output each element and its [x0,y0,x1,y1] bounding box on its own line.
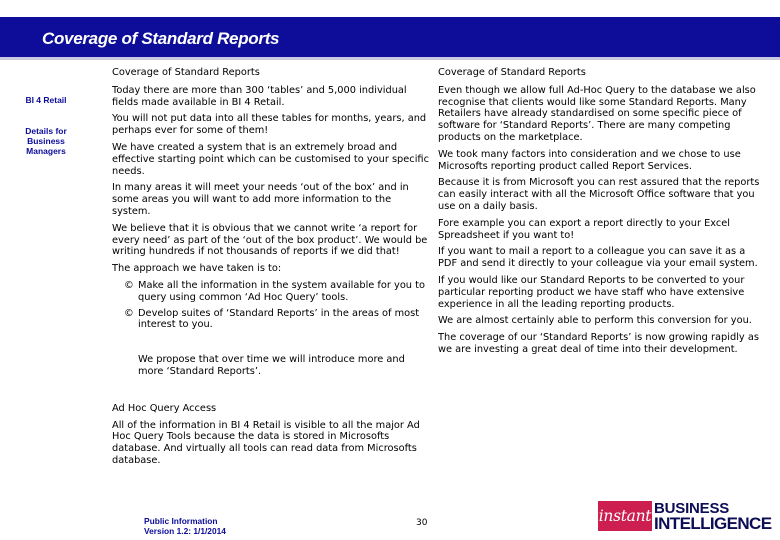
sidebar-details: Details for Business Managers [25,126,67,156]
right-paragraph: We took many factors into consideration and we chose to use Microsofts reporting product called Report Services. [438,148,741,172]
right-paragraph: We are almost certainly able to perform this conversion for you. [438,315,752,327]
list-item [112,280,432,304]
logo-wordmark [654,501,771,531]
sidebar-product: BI 4 Retail [25,95,67,105]
right-paragraph: Fore example you can export a report directly to your Excel Spreadsheet if you want to! [438,217,731,241]
footer-version: Version 1.2: 1/1/2014 [144,526,226,536]
left-column [112,67,432,472]
title-bar-shadow [0,57,780,60]
list-item [112,308,432,332]
list-item-text: Develop suites of ‘Standard Reports’ in the areas of most interest to you. [138,307,420,331]
footer-info [144,516,226,536]
right-paragraph: The coverage of our ‘Standard Reports’ is now growing rapidly as we are investing a great deal of time into their development. [438,332,759,355]
left-paragraph: We have created a system that is an extremely broad and effective starting point which can be customised to your specific needs. [112,141,429,177]
page-number: 30 [416,518,428,528]
copyright-bullet-icon: © [124,279,134,291]
logo-instant: instant [598,501,652,531]
list-item-text: Make all the information in the system available for you to query using common ‘Ad Hoc Query’ tools. [138,279,425,303]
ad-hoc-text: All of the information in BI 4 Retail is visible to all the major Ad Hoc Query Tools because the data is stored in Microsofts database. And virtually all tools can read data from Microsofts database. [112,419,420,466]
right-column [438,67,766,361]
footer-public-info: Public Information [144,516,218,526]
right-paragraph: If you want to mail a report to a colleague you can save it as a PDF and send it directly to your colleague via your email system. [438,246,758,270]
left-closing: We propose that over time we will introduce more and more ‘Standard Reports’. [138,354,405,377]
ad-hoc-heading: Ad Hoc Query Access [112,402,217,414]
left-paragraph: Today there are more than 300 ‘tables’ and 5,000 individual fields made available in BI 4 Retail. [112,84,407,108]
page-title: Coverage of Standard Reports [42,29,280,48]
left-paragraph: We believe that it is obvious that we cannot write ‘a report for every need’ as part of the ‘out of the box product’. We would be writing hundreds if not thousands of reports if we did that! [112,222,428,258]
left-paragraph: The approach we have taken is to: [112,263,282,275]
right-paragraph: If you would like our Standard Reports to be converted to your particular reporting product we have staff who have extensive experience in all the leading reporting products. [438,274,745,310]
right-heading: Coverage of Standard Reports [438,67,586,78]
logo-business: BUSINESS [654,500,730,517]
left-paragraph: You will not put data into all these tables for months, years, and perhaps ever for some of them! [112,113,427,137]
right-paragraph: Even though we allow full Ad-Hoc Query to the database we also recognise that clients would like some Standard Reports. Many Retailers have already standardised on some specific piece of software for ‘Standard Reports’. There are many competing products on the marketplace. [438,84,756,143]
logo-intelligence: INTELLIGENCE [654,514,772,533]
company-logo [598,501,774,532]
left-heading: Coverage of Standard Reports [112,67,260,78]
right-paragraph: Because it is from Microsoft you can rest assured that the reports can easily interact with all the Microsoft Office software that you use on a daily basis. [438,177,760,212]
approach-list [112,280,432,331]
left-paragraph: In many areas it will meet your needs ‘out of the box’ and in some areas you will want to add more information to the system. [112,182,409,217]
copyright-bullet-icon: © [124,307,134,319]
